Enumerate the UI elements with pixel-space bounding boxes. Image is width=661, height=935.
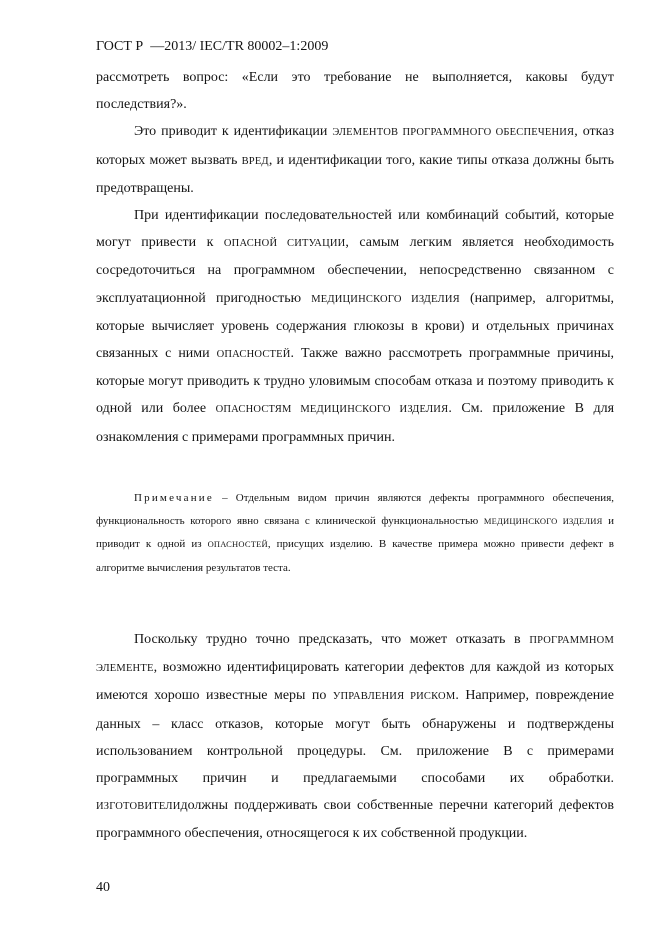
term-software-items: ЭЛЕМЕНТОВ ПРОГРАММНОГО ОБЕСПЕЧЕНИЯ — [332, 127, 575, 139]
term-risk-control: УПРАВЛЕНИЯ РИСКОМ — [332, 691, 456, 703]
term-software-item: ПРОГРАММНОМ ЭЛЕМЕНТЕ — [96, 635, 614, 675]
main-text-block — [96, 64, 614, 451]
note-paragraph: Примечание – Отдельным видом причин являются дефекты программного обеспечения, функциональность которого явно связана с клинической функциональностью МЕДИЦИНСКОГО ИЗДЕЛИЯ и приводит к одной из ОПАСНОСТЕЙ, присущих изделию. В качестве примера можно привести дефект в алгоритме вычисления результатов теста. — [96, 492, 614, 574]
term-medical-device: МЕДИЦИНСКОГО ИЗДЕЛИЯ — [483, 516, 603, 527]
note-label: Примечание — [134, 492, 214, 504]
note-block — [96, 487, 614, 580]
paragraph-continuation: рассмотреть вопрос: «Если это требование не выполняется, каковы будут последствия?». — [96, 70, 614, 113]
term-manufacturers: ИЗГОТОВИТЕЛИ — [96, 801, 181, 813]
paragraph-event-sequences: При идентификации последовательностей или комбинаций событий, которые могут привести к ОПАСНОЙ СИТУАЦИИ, самым легким является необходимость сосредоточиться на программном обеспечении, непосредственно связанном с эксплуатационной пригодностью МЕДИЦИНСКОГО ИЗДЕЛИЯ (например, алгоритмы, которые вычисляет уровень содержания глюкозы в крови) и отдельных причинах связанных с ними ОПАСНОСТЕЙ. Также важно рассмотреть программные причины, которые могут приводить к трудно уловимым способам отказа и поэтому приводить к одной или более ОПАСНОСТЯМ МЕДИЦИНСКОГО ИЗДЕЛИЯ. См. приложение В для ознакомления с примерами программных причин. — [96, 208, 615, 445]
paragraph-software-items: Это приводит к идентификации ЭЛЕМЕНТОВ ПРОГРАММНОГО ОБЕСПЕЧЕНИЯ, отказ которых может вызвать ВРЕД, и идентификации того, какие типы отказа должны быть предотвращены. — [96, 124, 614, 196]
term-harm: ВРЕД — [241, 155, 269, 167]
paragraph-defect-categories: Поскольку трудно точно предсказать, что может отказать в ПРОГРАММНОМ ЭЛЕМЕНТЕ, возможно идентифицировать категории дефектов для каждой из которых имеются хорошо известные меры по УПРАВЛЕНИЯ РИСКОМ. Например, повреждение данных – класс отказов, которые могут быть обнаружены и подтверждены использованием контрольной процедуры. См. приложение В с примерами программных причин и предлагаемыми способами их обработки. ИЗГОТОВИТЕЛИдолжны поддерживать свои собственные перечни категорий дефектов программного обеспечения, относящегося к их собственной продукции. — [96, 632, 615, 842]
term-hazardous-situation: ОПАСНОЙ СИТУАЦИИ — [223, 238, 346, 250]
document-header: ГОСТ Р —2013/ IEC/TR 80002–1:2009 — [96, 39, 329, 54]
main-text-block-2 — [96, 626, 614, 848]
term-medical-device: МЕДИЦИНСКОГО ИЗДЕЛИЯ — [311, 293, 460, 305]
page-number: 40 — [96, 880, 110, 895]
term-hazards: ОПАСНОСТЕЙ — [207, 539, 268, 550]
term-hazards: ОПАСНОСТЕЙ — [216, 349, 291, 361]
term-medical-device-hazards: ОПАСНОСТЯМ МЕДИЦИНСКОГО ИЗДЕЛИЯ — [215, 404, 449, 416]
